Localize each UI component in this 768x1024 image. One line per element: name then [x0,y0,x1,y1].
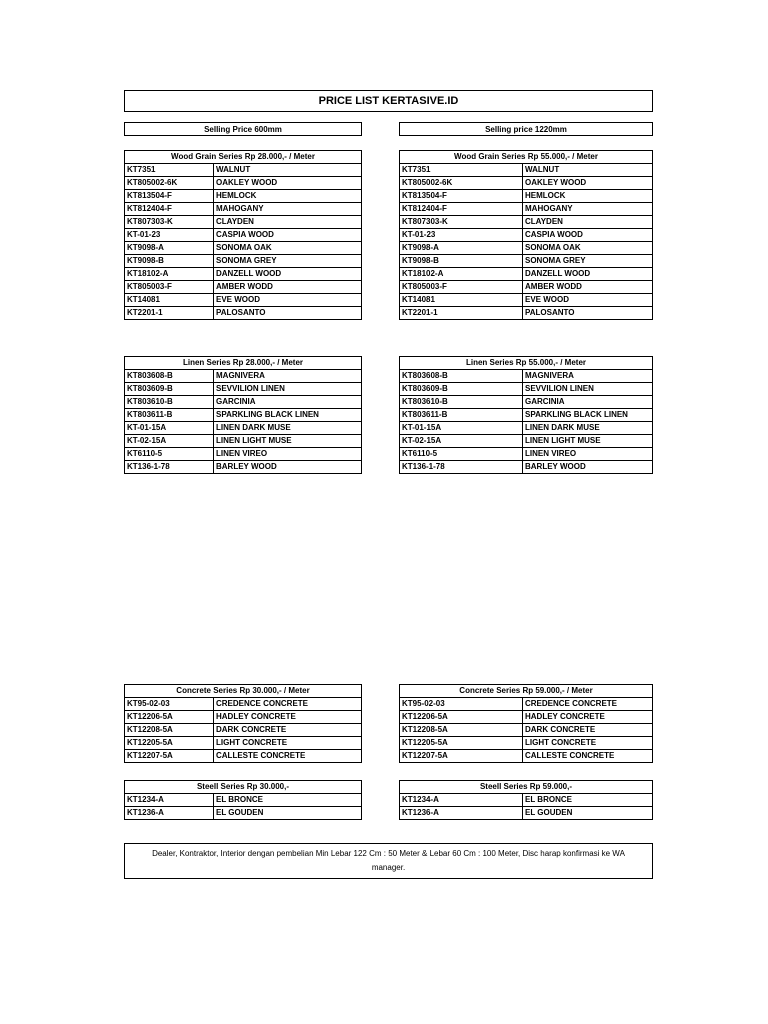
product-name: MAHOGANY [214,203,362,216]
product-code: KT-01-15A [125,422,214,435]
product-code: KT12207-5A [125,750,214,763]
table-row [125,229,362,242]
table-row [400,711,653,724]
table-row [125,177,362,190]
product-code: KT803611-B [125,409,214,422]
table-row [125,203,362,216]
steel-series-header: Steell Series Rp 30.000,- [125,781,362,794]
product-code: KT807303-K [400,216,523,229]
product-code: KT136-1-78 [125,461,214,474]
product-name: SONOMA GREY [523,255,653,268]
table-row [125,370,362,383]
product-name: WALNUT [214,164,362,177]
product-code: KT95-02-03 [400,698,523,711]
table-row [125,216,362,229]
concrete-series-header: Concrete Series Rp 30.000,- / Meter [125,685,362,698]
table-row [400,164,653,177]
product-code: KT7351 [400,164,523,177]
product-code: KT-02-15A [400,435,523,448]
table-row [125,461,362,474]
product-name: EL BRONCE [523,794,653,807]
product-name: SONOMA OAK [214,242,362,255]
concrete-series-table-right [399,684,653,763]
table-row [125,190,362,203]
table-row [400,698,653,711]
table-row [400,396,653,409]
product-name: CASPIA WOOD [523,229,653,242]
dealer-note: Dealer, Kontraktor, Interior dengan pembelian Min Lebar 122 Cm : 50 Meter & Lebar 60 Cm : 100 Meter, Disc harap konfirmasi ke WA manager. [124,843,653,879]
table-row [400,190,653,203]
table-row [400,435,653,448]
table-row [400,281,653,294]
table-row [400,448,653,461]
product-name: CLAYDEN [214,216,362,229]
table-row [400,203,653,216]
product-code: KT14081 [125,294,214,307]
product-name: HEMLOCK [523,190,653,203]
table-row [125,807,362,820]
steel-series-header: Steell Series Rp 59.000,- [400,781,653,794]
product-name: AMBER WODD [214,281,362,294]
product-name: DANZELL WOOD [523,268,653,281]
table-row [125,448,362,461]
table-row [400,229,653,242]
table-row [125,396,362,409]
product-name: SPARKLING BLACK LINEN [214,409,362,422]
product-code: KT1234-A [400,794,523,807]
table-row [400,294,653,307]
product-code: KT813504-F [400,190,523,203]
product-code: KT805002-6K [125,177,214,190]
product-code: KT1236-A [400,807,523,820]
table-row [125,242,362,255]
product-code: KT12205-5A [125,737,214,750]
product-name: EVE WOOD [214,294,362,307]
product-name: LINEN LIGHT MUSE [214,435,362,448]
product-name: EL BRONCE [214,794,362,807]
table-row [400,268,653,281]
product-name: SEVVILION LINEN [523,383,653,396]
product-name: OAKLEY WOOD [523,177,653,190]
table-row [125,294,362,307]
product-code: KT6110-5 [125,448,214,461]
product-name: BARLEY WOOD [523,461,653,474]
product-name: LIGHT CONCRETE [523,737,653,750]
product-code: KT805003-F [400,281,523,294]
product-name: PALOSANTO [523,307,653,320]
table-row [125,255,362,268]
steel-series-table-right [399,780,653,820]
product-code: KT9098-A [400,242,523,255]
table-row [400,216,653,229]
concrete-series-table-left [124,684,362,763]
table-row [400,383,653,396]
linen-series-table-left [124,356,362,474]
table-row [125,307,362,320]
product-code: KT813504-F [125,190,214,203]
table-row [125,724,362,737]
product-code: KT7351 [125,164,214,177]
product-name: DARK CONCRETE [214,724,362,737]
product-name: MAGNIVERA [523,370,653,383]
table-row [400,242,653,255]
table-row [125,750,362,763]
product-code: KT12208-5A [400,724,523,737]
table-row [400,177,653,190]
product-name: HEMLOCK [214,190,362,203]
product-name: SONOMA GREY [214,255,362,268]
table-row [400,794,653,807]
product-name: BARLEY WOOD [214,461,362,474]
wood-series-header: Wood Grain Series Rp 28.000,- / Meter [125,151,362,164]
product-name: SEVVILION LINEN [214,383,362,396]
product-code: KT803610-B [125,396,214,409]
wood-series-table-left [124,150,362,320]
product-name: LINEN LIGHT MUSE [523,435,653,448]
product-code: KT12208-5A [125,724,214,737]
product-code: KT6110-5 [400,448,523,461]
table-row [400,370,653,383]
product-code: KT803610-B [400,396,523,409]
table-row [125,422,362,435]
product-name: MAGNIVERA [214,370,362,383]
product-code: KT12205-5A [400,737,523,750]
product-name: LINEN VIREO [523,448,653,461]
table-row [125,794,362,807]
page-title: PRICE LIST KERTASIVE.ID [124,90,653,112]
table-row [400,737,653,750]
product-code: KT812404-F [400,203,523,216]
table-row [400,307,653,320]
product-code: KT95-02-03 [125,698,214,711]
table-row [125,409,362,422]
table-row [125,383,362,396]
product-name: CREDENCE CONCRETE [214,698,362,711]
product-code: KT9098-A [125,242,214,255]
product-code: KT812404-F [125,203,214,216]
product-code: KT1236-A [125,807,214,820]
product-name: AMBER WODD [523,281,653,294]
product-name: PALOSANTO [214,307,362,320]
product-code: KT9098-B [125,255,214,268]
product-name: HADLEY CONCRETE [523,711,653,724]
product-code: KT803608-B [125,370,214,383]
table-row [125,698,362,711]
linen-series-table-right [399,356,653,474]
product-name: HADLEY CONCRETE [214,711,362,724]
product-name: SPARKLING BLACK LINEN [523,409,653,422]
table-row [400,724,653,737]
product-code: KT12206-5A [125,711,214,724]
table-row [125,435,362,448]
product-code: KT12207-5A [400,750,523,763]
product-code: KT14081 [400,294,523,307]
product-name: CREDENCE CONCRETE [523,698,653,711]
wood-series-table-right [399,150,653,320]
linen-series-header: Linen Series Rp 28.000,- / Meter [125,357,362,370]
product-name: MAHOGANY [523,203,653,216]
product-code: KT1234-A [125,794,214,807]
table-row [125,268,362,281]
product-name: EL GOUDEN [214,807,362,820]
product-code: KT18102-A [400,268,523,281]
linen-series-header: Linen Series Rp 55.000,- / Meter [400,357,653,370]
table-row [125,737,362,750]
product-code: KT2201-1 [400,307,523,320]
product-code: KT-02-15A [125,435,214,448]
product-code: KT9098-B [400,255,523,268]
product-name: SONOMA OAK [523,242,653,255]
product-code: KT803608-B [400,370,523,383]
product-code: KT18102-A [125,268,214,281]
product-name: CALLESTE CONCRETE [214,750,362,763]
table-row [400,255,653,268]
table-row [400,409,653,422]
product-name: CASPIA WOOD [214,229,362,242]
table-row [125,281,362,294]
product-code: KT803611-B [400,409,523,422]
selling-price-1220mm-label: Selling price 1220mm [399,122,653,136]
product-code: KT-01-15A [400,422,523,435]
product-name: GARCINIA [523,396,653,409]
product-code: KT805003-F [125,281,214,294]
product-name: CLAYDEN [523,216,653,229]
table-row [400,422,653,435]
product-name: LINEN DARK MUSE [523,422,653,435]
product-name: CALLESTE CONCRETE [523,750,653,763]
product-code: KT-01-23 [125,229,214,242]
product-name: DANZELL WOOD [214,268,362,281]
product-code: KT136-1-78 [400,461,523,474]
selling-price-600mm-label: Selling Price 600mm [124,122,362,136]
product-code: KT12206-5A [400,711,523,724]
product-name: EL GOUDEN [523,807,653,820]
product-name: LINEN DARK MUSE [214,422,362,435]
table-row [400,750,653,763]
steel-series-table-left [124,780,362,820]
table-row [400,807,653,820]
product-name: WALNUT [523,164,653,177]
product-name: LIGHT CONCRETE [214,737,362,750]
product-code: KT803609-B [400,383,523,396]
table-row [125,164,362,177]
product-name: OAKLEY WOOD [214,177,362,190]
concrete-series-header: Concrete Series Rp 59.000,- / Meter [400,685,653,698]
product-name: LINEN VIREO [214,448,362,461]
product-code: KT803609-B [125,383,214,396]
product-code: KT-01-23 [400,229,523,242]
table-row [400,461,653,474]
product-code: KT805002-6K [400,177,523,190]
product-name: GARCINIA [214,396,362,409]
product-name: EVE WOOD [523,294,653,307]
wood-series-header: Wood Grain Series Rp 55.000,- / Meter [400,151,653,164]
table-row [125,711,362,724]
product-code: KT2201-1 [125,307,214,320]
product-code: KT807303-K [125,216,214,229]
product-name: DARK CONCRETE [523,724,653,737]
